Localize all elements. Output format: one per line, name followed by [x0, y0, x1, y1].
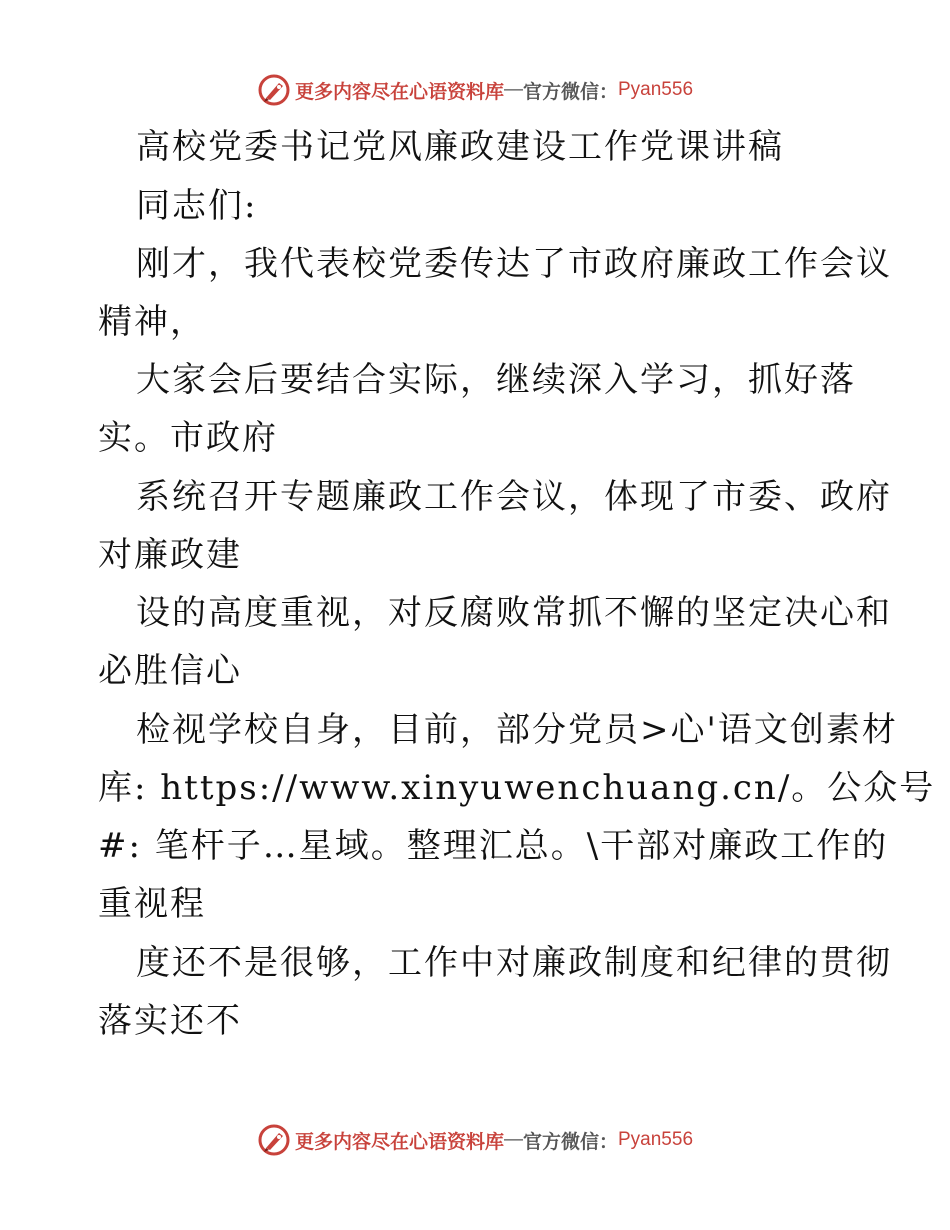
document-title: 高校党委书记党风廉政建设工作党课讲稿	[136, 127, 784, 167]
text-line: 必胜信心	[98, 651, 242, 691]
text-line: 精神，	[98, 302, 206, 342]
text-line: 大家会后要结合实际，继续深入学习，抓好落	[136, 360, 856, 400]
text-line: 刚才，我代表校党委传达了市政府廉政工作会议	[136, 244, 892, 284]
text-line: 库: https://www.xinyuwenchuang.cn/。公众号	[98, 768, 936, 808]
pen-logo-icon	[257, 73, 291, 107]
footer-banner	[0, 1120, 950, 1160]
banner-wechat-id: Pyan556	[618, 79, 694, 100]
header-banner	[0, 70, 950, 110]
banner-text: 更多内容尽在心语资料库	[294, 80, 504, 103]
text-line: 同志们:	[136, 186, 258, 226]
banner-official-label: 官方微信：	[522, 80, 618, 103]
text-line: 重视程	[98, 884, 206, 924]
text-line: #: 笔杆子…星域。整理汇总。\干部对廉政工作的	[98, 826, 889, 866]
pen-logo-icon	[257, 1123, 291, 1157]
text-line: 度还不是很够，工作中对廉政制度和纪律的贯彻	[136, 943, 892, 983]
text-line: 系统召开专题廉政工作会议，体现了市委、政府	[136, 477, 892, 517]
banner-separator: —	[503, 1129, 523, 1150]
text-line: 实。市政府	[98, 418, 278, 458]
banner-official-label: 官方微信：	[522, 1130, 618, 1153]
banner-wechat-id: Pyan556	[618, 1129, 694, 1150]
text-line: 对廉政建	[98, 535, 242, 575]
banner-text: 更多内容尽在心语资料库	[294, 1130, 504, 1153]
banner-separator: —	[503, 79, 523, 100]
text-line: 落实还不	[98, 1001, 242, 1041]
text-line: 检视学校自身，目前，部分党员>心'语文创素材	[136, 710, 898, 750]
text-line: 设的高度重视，对反腐败常抓不懈的坚定决心和	[136, 593, 892, 633]
